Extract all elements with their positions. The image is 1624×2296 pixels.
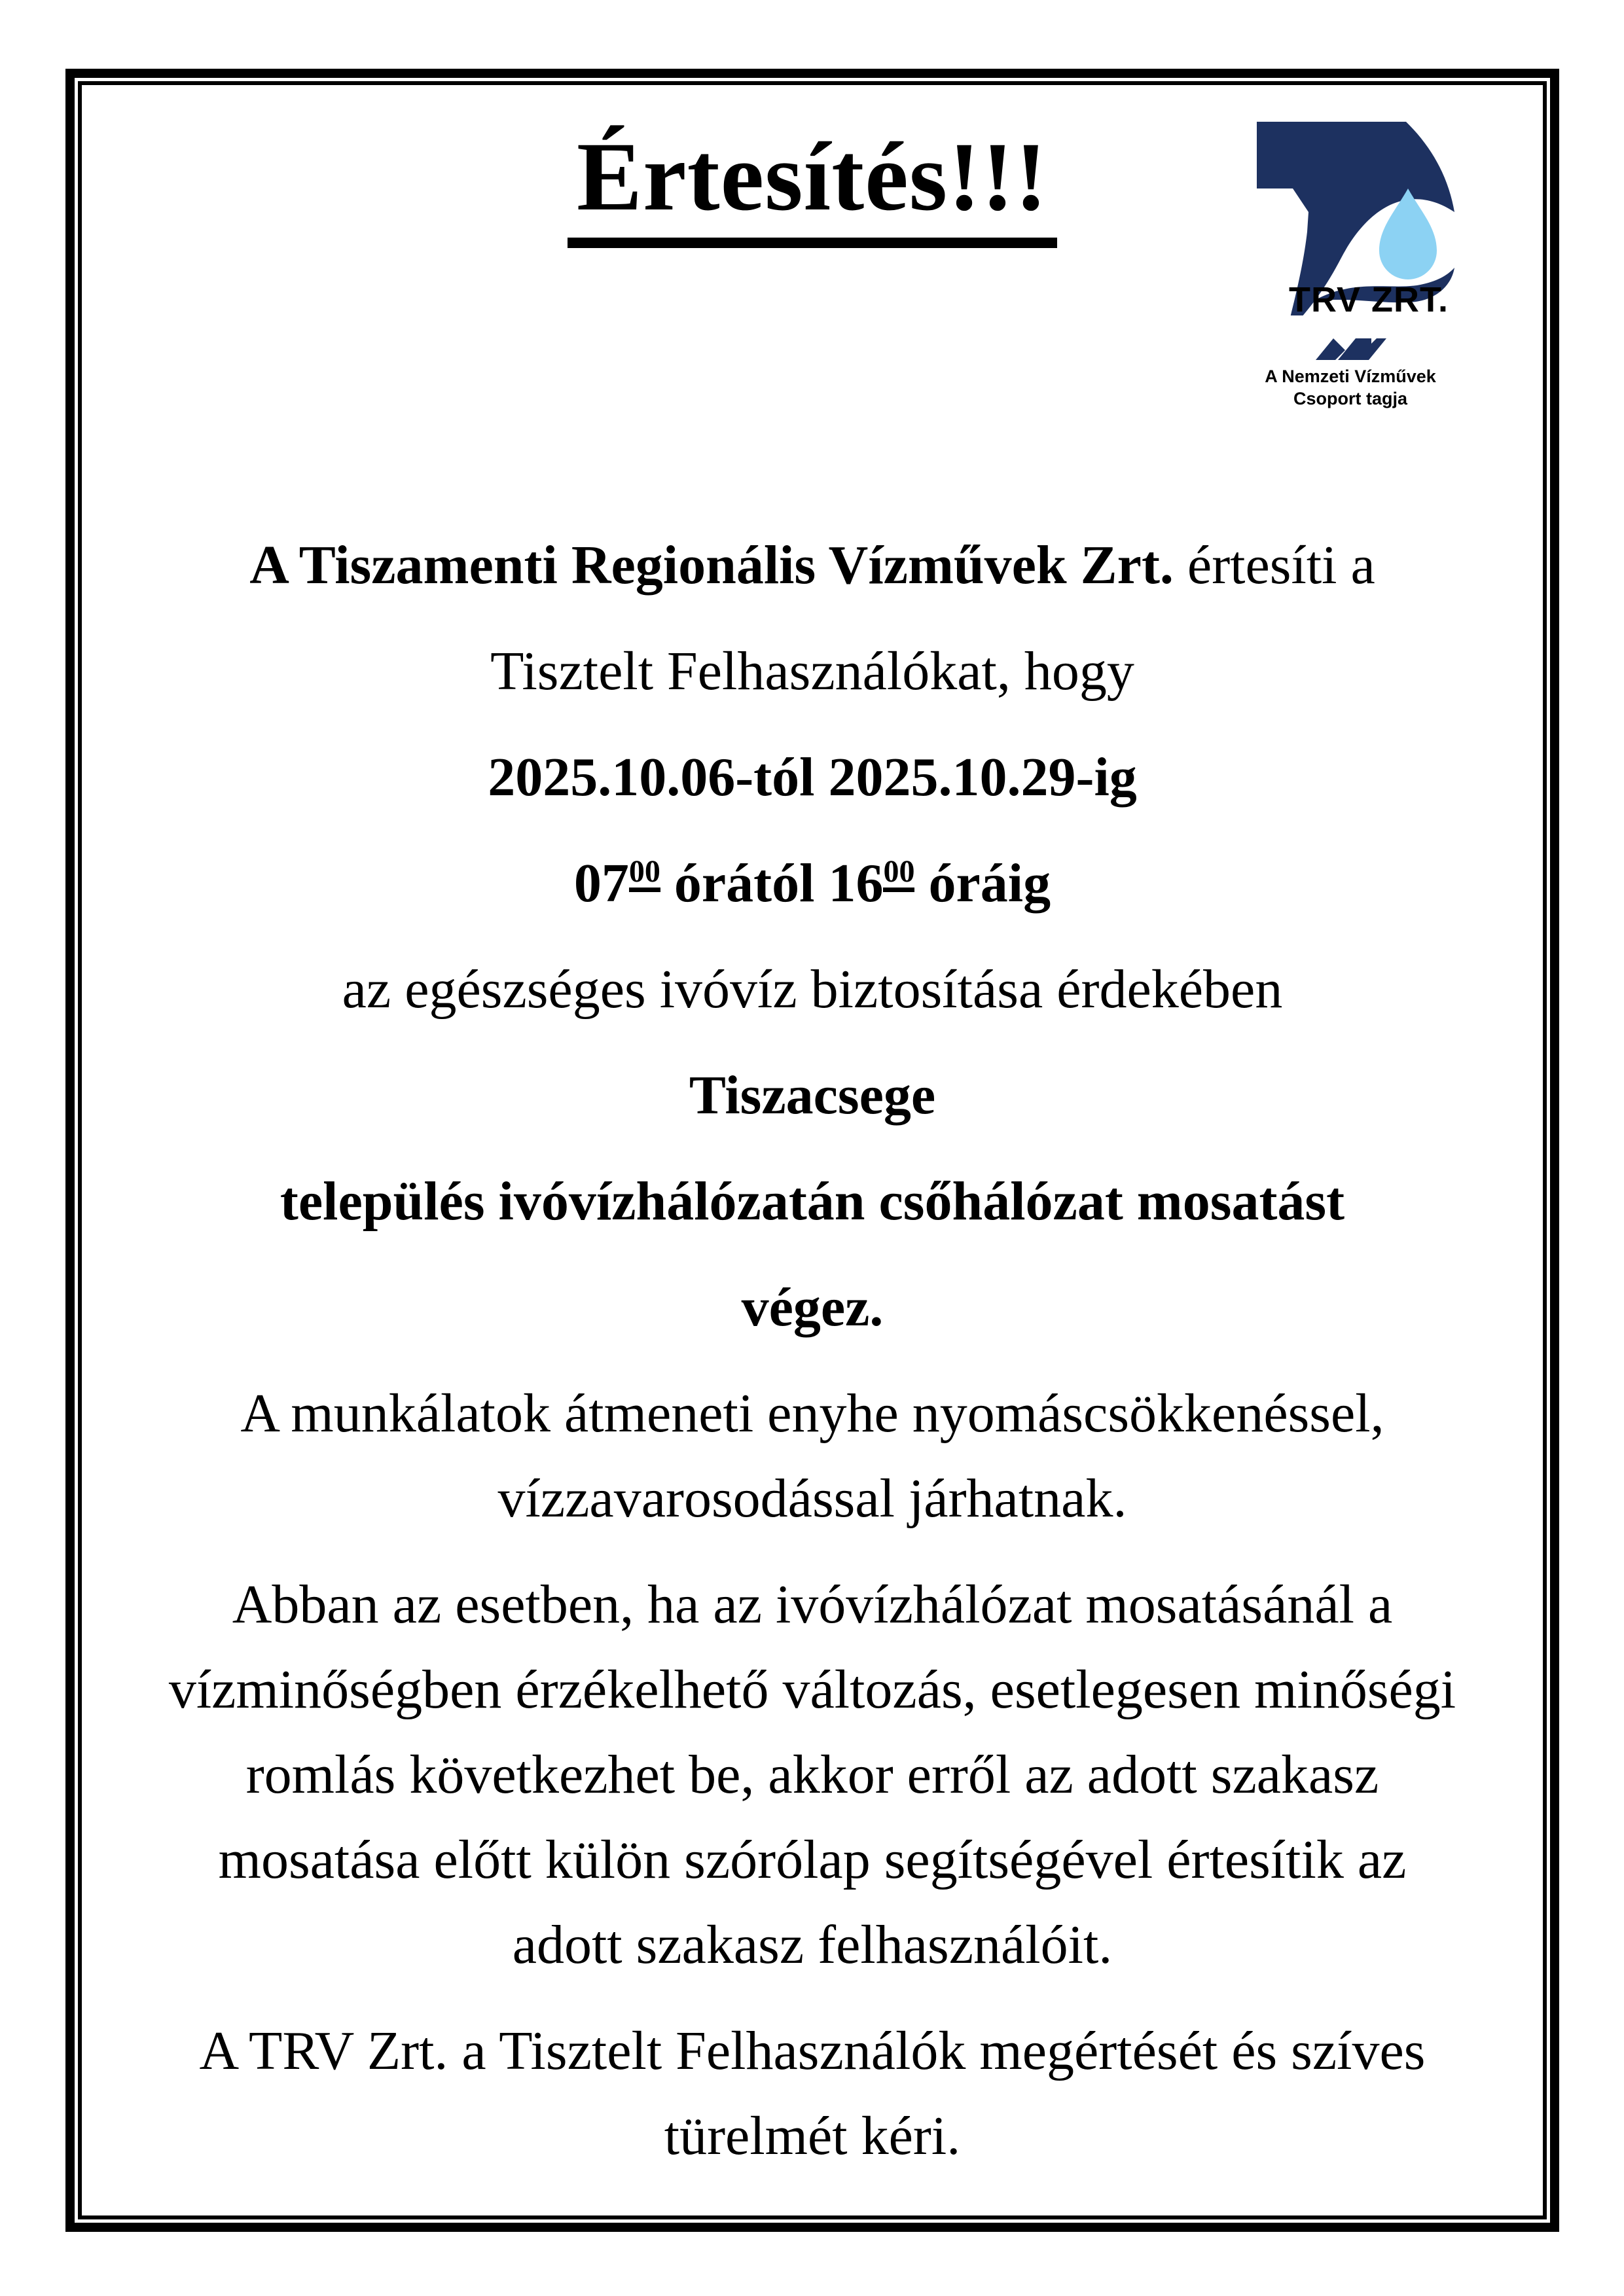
time-end: óráig	[914, 853, 1051, 914]
effects-line1: A munkálatok átmeneti enyhe nyomáscsökkenéssel,	[240, 1383, 1384, 1444]
trv-logo-wordmark: TRV ZRT.	[1288, 280, 1449, 319]
effects-line2: vízzavarosodással járhatnak.	[497, 1468, 1127, 1529]
intro-line2-paragraph	[121, 629, 1504, 714]
page-title: Értesítés!!!	[568, 123, 1057, 248]
time-range	[121, 841, 1504, 926]
quality-line2: vízminőségben érzékelhető változás, esetlegesen minőségi	[168, 1659, 1456, 1720]
effects-paragraph	[121, 1371, 1504, 1541]
logo-subtext-line1: A Nemzeti Vízművek	[1265, 367, 1436, 386]
closing-line1: A TRV Zrt. a Tisztelt Felhasználók megértését és szíves	[199, 2020, 1426, 2081]
company-name-bold: A Tiszamenti Regionális Vízművek Zrt.	[249, 535, 1174, 596]
closing-line2: türelmét kéri.	[664, 2106, 961, 2166]
time-start-hour: 07	[573, 853, 629, 914]
purpose-line: az egészséges ivóvíz biztosítása érdekében	[342, 959, 1283, 1020]
time-end-sup: 00	[883, 856, 914, 892]
quality-line4: mosatása előtt külön szórólap segítségével értesítik az	[218, 1829, 1407, 1890]
time-middle: órától 16	[660, 853, 884, 914]
work-line: település ivóvízhálózatán csőhálózat mosatást	[280, 1171, 1345, 1232]
time-start-sup: 00	[629, 856, 660, 892]
work-verb: végez.	[741, 1277, 884, 1338]
logo-subtext-line2: Csoport tagja	[1293, 389, 1407, 408]
nemzeti-vizmuvek-icon	[1312, 335, 1389, 361]
notice-body	[82, 523, 1543, 2179]
quality-line1: Abban az esetben, ha az ivóvízhálózat mosatásánál a	[232, 1574, 1393, 1635]
page-border-inner	[78, 81, 1547, 2219]
quality-paragraph	[121, 1562, 1504, 1988]
intro-rest: értesíti a	[1173, 535, 1375, 596]
intro-line2: Tisztelt Felhasználókat, hogy	[490, 641, 1134, 702]
page-content	[82, 85, 1543, 2215]
settlement-name: Tiszacsege	[689, 1065, 936, 1126]
date-range: 2025.10.06-tól 2025.10.29-ig	[488, 747, 1137, 808]
quality-line3: romlás következhet be, akkor erről az adott szakasz	[245, 1744, 1379, 1805]
intro-paragraph	[121, 523, 1504, 608]
trv-logo	[1235, 115, 1466, 410]
intro-line1	[121, 523, 1504, 608]
closing-paragraph	[121, 2009, 1504, 2179]
page-border-outer	[65, 69, 1559, 2232]
quality-line5: adott szakasz felhasználóit.	[512, 1914, 1113, 1975]
